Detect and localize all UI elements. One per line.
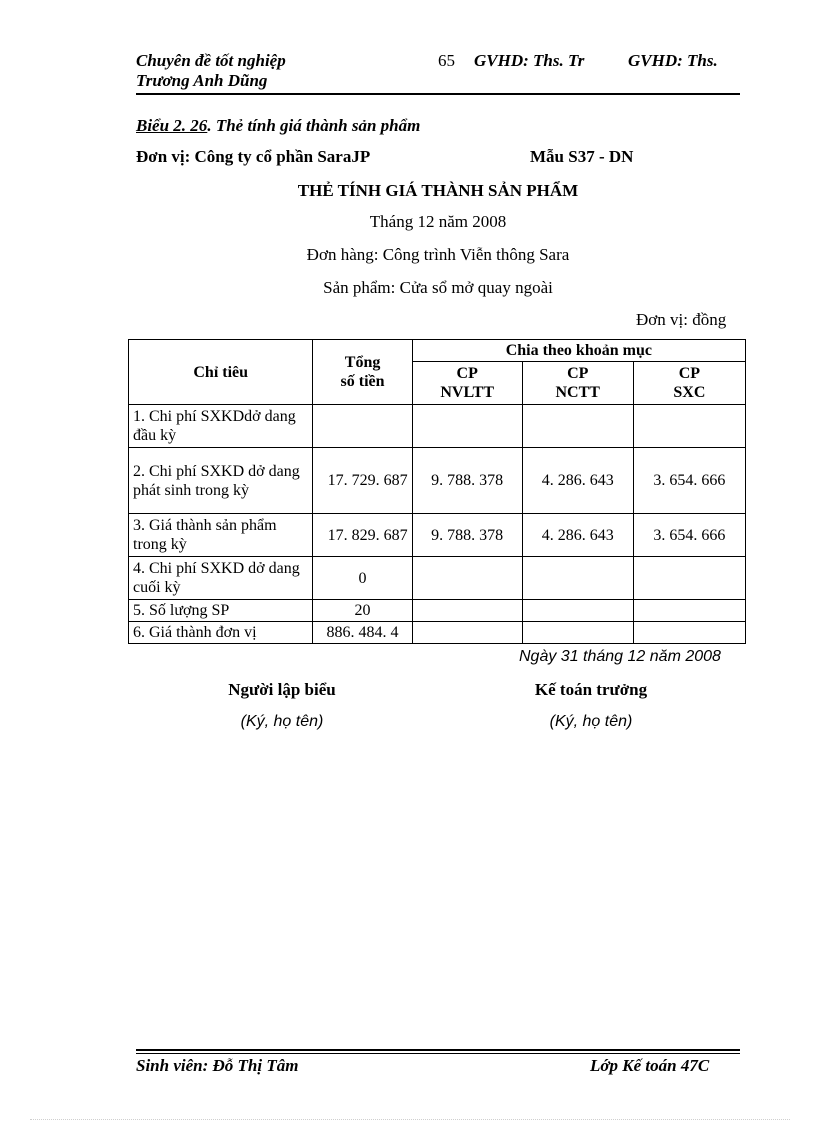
table-row [129, 622, 746, 644]
table-row [129, 514, 746, 557]
row-item: 3. Giá thành sản phẩm trong kỳ [129, 514, 313, 557]
signature-preparer-title: Người lập biểu [228, 680, 336, 699]
table-row [129, 557, 746, 600]
group-header: Chia theo khoản mục [412, 340, 745, 362]
row-nctt: 4. 286. 643 [522, 514, 633, 557]
row-item: 5. Số lượng SP [129, 600, 313, 622]
figure-label: Biểu 2. 26 [136, 116, 208, 135]
signature-preparer-note: (Ký, họ tên) [240, 713, 324, 730]
footer-class: Lớp Kế toán 47C [590, 1056, 710, 1075]
row-item: 2. Chi phí SXKD dở dang phát sinh trong kỳ [129, 448, 313, 514]
row-total: 886. 484. 4 [313, 622, 412, 644]
product-line: Sản phẩm: Cửa sổ mở quay ngoài [323, 278, 553, 297]
row-nctt: 4. 286. 643 [522, 448, 633, 514]
table-row [129, 448, 746, 514]
figure-caption [136, 116, 420, 136]
col-header-sxc-line2: SXC [673, 384, 706, 401]
row-sxc: 3. 654. 666 [633, 448, 745, 514]
col-header-total-line1: Tổng [344, 354, 381, 371]
header-rule [136, 93, 740, 95]
row-nvltt: 9. 788. 378 [412, 448, 522, 514]
table-row [129, 600, 746, 622]
form-code: Mẫu S37 - DN [530, 147, 634, 166]
company-unit: Đơn vị: Công ty cổ phần SaraJP [136, 147, 371, 166]
order-line: Đơn hàng: Công trình Viễn thông Sara [306, 245, 570, 264]
row-total: 20 [313, 600, 412, 622]
page-bottom-dotted-line [30, 1119, 790, 1120]
col-header-total-line2: số tiền [340, 373, 385, 390]
row-total [313, 405, 412, 448]
col-header-nctt-line1: CP [567, 365, 589, 382]
row-nctt [522, 405, 633, 448]
col-header-nvltt [412, 362, 522, 405]
col-header-nctt-line2: NCTT [555, 384, 600, 401]
table-header-row-1 [129, 340, 746, 362]
footer-rule-thin [136, 1053, 740, 1054]
footer-rule-thick [136, 1049, 740, 1051]
row-sxc [633, 622, 745, 644]
date-line: Ngày 31 tháng 12 năm 2008 [519, 648, 721, 665]
row-nvltt [412, 622, 522, 644]
col-header-nctt [522, 362, 633, 405]
row-item: 1. Chi phí SXKDdở dang đầu kỳ [129, 405, 313, 448]
cost-card-table [128, 339, 746, 644]
row-sxc [633, 405, 745, 448]
header-thesis-title: Chuyên đề tốt nghiệp [136, 51, 286, 70]
row-nctt [522, 557, 633, 600]
signature-chief-accountant-note: (Ký, họ tên) [549, 713, 633, 730]
row-nctt [522, 600, 633, 622]
row-sxc [633, 557, 745, 600]
row-sxc: 3. 654. 666 [633, 514, 745, 557]
currency-note: Đơn vị: đồng [636, 310, 727, 329]
header-supervisor-1: GVHD: Ths. Tr [474, 51, 585, 70]
row-total: 17. 729. 687 [313, 448, 412, 514]
row-nvltt [412, 557, 522, 600]
signature-chief-accountant-title: Kế toán trưởng [534, 680, 648, 699]
header-supervisor-2: GVHD: Ths. [628, 51, 718, 70]
period: Tháng 12 năm 2008 [369, 212, 507, 231]
col-header-total [313, 340, 412, 405]
col-header-sxc-line1: CP [678, 365, 701, 382]
document-title: THẺ TÍNH GIÁ THÀNH SẢN PHẨM [297, 181, 579, 200]
col-header-nvltt-line2: NVLTT [440, 384, 494, 401]
row-sxc [633, 600, 745, 622]
row-item: 4. Chi phí SXKD dở dang cuối kỳ [129, 557, 313, 600]
header-author: Trương Anh Dũng [136, 71, 268, 90]
row-item: 6. Giá thành đơn vị [129, 622, 313, 644]
table-row [129, 405, 746, 448]
col-header-item: Chỉ tiêu [129, 340, 313, 405]
row-nvltt: 9. 788. 378 [412, 514, 522, 557]
header-page-number: 65 [438, 51, 455, 70]
row-nvltt [412, 405, 522, 448]
row-nctt [522, 622, 633, 644]
col-header-nvltt-line1: CP [456, 365, 478, 382]
figure-title: . Thẻ tính giá thành sản phẩm [207, 116, 421, 135]
footer-student: Sinh viên: Đỗ Thị Tâm [136, 1056, 299, 1075]
row-nvltt [412, 600, 522, 622]
col-header-sxc [633, 362, 745, 405]
row-total: 17. 829. 687 [313, 514, 412, 557]
row-total: 0 [313, 557, 412, 600]
